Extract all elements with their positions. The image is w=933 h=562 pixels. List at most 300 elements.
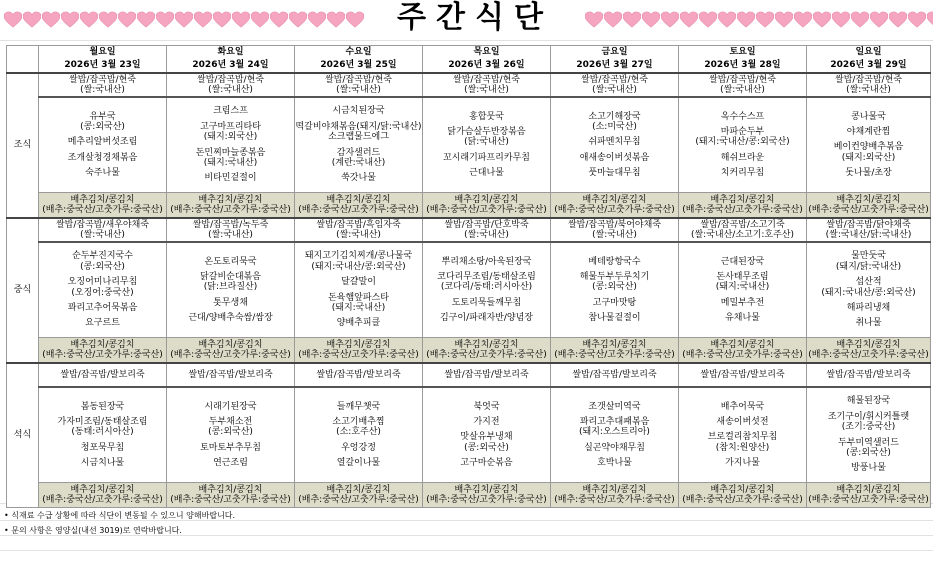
base-line: (쌀:국내산): [80, 85, 125, 95]
dish-line: 봄동된장국: [80, 401, 125, 412]
base-cell: [39, 363, 167, 387]
dish-line: 돈민찌마늘종볶음: [195, 147, 266, 158]
dish: [295, 173, 422, 183]
dish: [807, 463, 930, 473]
dish: [39, 251, 166, 272]
heart-icon: [927, 6, 933, 32]
dish: [39, 112, 166, 133]
base-cell: [551, 73, 679, 97]
dish-line: 도토리묵들깨무침: [451, 297, 522, 308]
kimchi-line: 배추김치/콩김치: [70, 485, 135, 495]
base-line: 쌀밥/잡곡밥/발보리죽: [444, 370, 529, 380]
dish: [39, 458, 166, 468]
heart-icon: [156, 6, 174, 32]
dish-line: (참치:원양산): [715, 442, 770, 453]
kimchi-line: (배추:중국산/고춧가루:중국산): [808, 350, 929, 360]
kimchi-line: (배추:중국산/고춧가루:중국산): [808, 205, 929, 215]
dish: [807, 318, 930, 328]
base-cell: [39, 73, 167, 97]
dish: [423, 112, 550, 122]
dish-line: (소:미국산): [592, 121, 637, 132]
heart-icon: [604, 6, 622, 32]
dish-line: 브로컬리참치무침: [707, 432, 778, 443]
dish: [295, 443, 422, 453]
kimchi-line: 배추김치/콩김치: [710, 340, 775, 350]
dish: [295, 148, 422, 169]
dish: [295, 277, 422, 287]
kimchi-line: 배추김치/콩김치: [836, 340, 901, 350]
dish: [167, 298, 294, 308]
dish-line: 양배추피클: [336, 318, 381, 329]
kimchi-line: (배추:중국산/고춧가루:중국산): [42, 205, 163, 215]
header-row-day: [7, 46, 931, 60]
dish-line: 돈육햄앞파스타: [328, 292, 389, 303]
kimchi-cell: [679, 483, 807, 508]
meal-kimchi-row: [7, 483, 931, 508]
base-cell: [167, 218, 295, 242]
dish-line: 꽈리고추어묵볶음: [67, 302, 138, 313]
dish: [551, 458, 678, 468]
kimchi-line: (배추:중국산/고춧가루:중국산): [170, 495, 291, 505]
kimchi-line: 배추김치/콩김치: [710, 195, 775, 205]
dish: [551, 168, 678, 178]
dish: [807, 251, 930, 272]
heart-icon: [775, 6, 793, 32]
base-cell: [295, 73, 423, 97]
heart-icon: [889, 6, 907, 32]
base-line: 쌀밥/잡곡밥/현죽: [325, 75, 392, 85]
dish-line: 뿌리채소탕/아욱된장국: [441, 256, 532, 267]
dish: [679, 272, 806, 293]
dish-line: 두부채소전: [208, 416, 253, 427]
dish-line: 김구이/파래자반/양념장: [439, 313, 533, 324]
heart-icon: [213, 6, 231, 32]
base-line: 쌀밥/잡곡밥/녹두죽: [192, 220, 269, 230]
dish: [679, 432, 806, 453]
kimchi-cell: [167, 338, 295, 364]
dish: [679, 417, 806, 427]
dish-line: 근대/양배추숙쌈/쌈장: [188, 313, 273, 324]
kimchi-cell: [807, 193, 931, 219]
meal-kimchi-row: [7, 193, 931, 219]
dish: [295, 122, 422, 143]
kimchi-cell: [295, 483, 423, 508]
kimchi-line: 배추김치/콩김치: [710, 485, 775, 495]
meal-dishes-row: [7, 97, 931, 193]
dish: [295, 318, 422, 328]
base-cell: [423, 73, 551, 97]
dish: [807, 412, 930, 433]
heart-icon: [175, 6, 193, 32]
dish-line: 참나물겉절이: [588, 313, 641, 324]
base-cell: [423, 218, 551, 242]
dish-line: 가지나물: [725, 458, 760, 469]
dish: [295, 106, 422, 116]
dish: [679, 402, 806, 412]
base-line: (쌀:국내산): [464, 230, 509, 240]
day-date: 2026년 3월 26일: [423, 59, 551, 73]
dish-line: 소크랩물드에그: [328, 132, 389, 143]
kimchi-line: 배추김치/콩김치: [198, 195, 263, 205]
dish-line: 오징어미나리무침: [67, 277, 138, 288]
dishes-cell: [39, 97, 167, 193]
dish-line: 홍합뭇국: [469, 111, 504, 122]
dish-line: 톳무생채: [213, 297, 248, 308]
day-name: 화요일: [167, 46, 295, 60]
dish: [551, 402, 678, 412]
kimchi-line: 배추김치/콩김치: [582, 485, 647, 495]
dish: [679, 168, 806, 178]
heart-icon: [232, 6, 250, 32]
dish-line: (콩:외국산): [592, 282, 637, 293]
base-line: 쌀밥/잡곡밥/현죽: [69, 75, 136, 85]
dish-line: 근대된장국: [720, 256, 765, 267]
meal-base-row: [7, 363, 931, 387]
dish-line: 풋마늘대무침: [588, 168, 641, 179]
dish: [167, 443, 294, 453]
kimchi-cell: [679, 338, 807, 364]
dish-line: 야채계란찜: [846, 126, 891, 137]
base-cell: [551, 218, 679, 242]
dish: [295, 293, 422, 314]
dish: [295, 458, 422, 468]
dish: [39, 137, 166, 147]
dish-line: 꽈리고추대패볶음: [579, 416, 650, 427]
dish: [423, 127, 550, 148]
kimchi-cell: [39, 338, 167, 364]
dish: [167, 122, 294, 143]
heart-icon: [4, 6, 22, 32]
dish-line: 요구르트: [85, 318, 120, 329]
base-cell: [807, 73, 931, 97]
kimchi-cell: [167, 193, 295, 219]
dish: [295, 417, 422, 438]
kimchi-cell: [295, 193, 423, 219]
dish-line: 시금치된장국: [332, 106, 385, 117]
weekly-menu-table: [6, 45, 931, 508]
kimchi-line: 배추김치/콩김치: [198, 340, 263, 350]
base-line: (쌀:국내산): [336, 230, 381, 240]
kimchi-line: (배추:중국산/고춧가루:중국산): [808, 495, 929, 505]
dish-line: 메추리알버섯조림: [67, 137, 138, 148]
dish: [679, 257, 806, 267]
base-line: (쌀:국내산): [846, 85, 891, 95]
dish-line: (소:호주산): [336, 427, 381, 438]
base-cell: [807, 363, 931, 387]
dish-line: (동태:러시아산): [71, 427, 134, 438]
dish: [423, 257, 550, 267]
kimchi-line: 배추김치/콩김치: [454, 195, 519, 205]
dish-line: (돼지:국내산/콩:외국산): [311, 261, 406, 272]
dish-line: 해물두부두루치기: [579, 271, 650, 282]
dish-line: 베이컨양배추볶음: [833, 142, 904, 153]
dish-line: (돼지:외국산): [203, 132, 258, 143]
day-name: 금요일: [551, 46, 679, 60]
kimchi-cell: [551, 483, 679, 508]
kimchi-line: (배추:중국산/고춧가루:중국산): [170, 350, 291, 360]
dish-line: 유부국: [89, 111, 116, 122]
base-line: 쌀밥/잡곡밥/발보리죽: [316, 370, 401, 380]
dish: [679, 153, 806, 163]
dish-line: 배추어묵국: [720, 401, 765, 412]
dishes-cell: [295, 242, 423, 338]
kimchi-line: (배추:중국산/고춧가루:중국산): [42, 495, 163, 505]
heart-decoration-right: [585, 6, 933, 32]
meal-label: 중식: [7, 218, 39, 363]
day-name: 목요일: [423, 46, 551, 60]
heart-icon: [251, 6, 269, 32]
dish-line: 취나물: [855, 318, 882, 329]
base-line: 쌀밥/잡곡밥/발보리죽: [700, 370, 785, 380]
dish-line: 가지전: [473, 416, 500, 427]
meal-dishes-row: [7, 387, 931, 483]
dish-line: 우엉강정: [341, 442, 376, 453]
kimchi-cell: [423, 193, 551, 219]
kimchi-line: (배추:중국산/고춧가루:중국산): [682, 205, 803, 215]
base-line: 쌀밥/잡곡밥/발보리죽: [188, 370, 273, 380]
dish-line: 해물된장국: [846, 396, 891, 407]
dish: [807, 396, 930, 406]
kimchi-line: (배추:중국산/고춧가루:중국산): [298, 350, 419, 360]
dish-line: (코다리/동태:러시아산): [440, 282, 533, 293]
dish-line: 열갈이나물: [336, 458, 381, 469]
kimchi-line: (배추:중국산/고춧가루:중국산): [42, 350, 163, 360]
dish-line: 메밀부추전: [720, 297, 765, 308]
dish-line: 새송이버섯전: [716, 416, 769, 427]
dish-line: (콩:외국산): [464, 442, 509, 453]
dish: [551, 137, 678, 147]
base-line: 쌀밥/잡곡밥/현죽: [709, 75, 776, 85]
dish-line: 쑥갓나물: [341, 173, 376, 184]
dish: [167, 257, 294, 267]
meal-label: 석식: [7, 363, 39, 508]
dish-line: 고구마순볶음: [460, 458, 513, 469]
kimchi-line: 배추김치/콩김치: [836, 485, 901, 495]
dish-line: 두부미역샐러드: [838, 437, 899, 448]
dish: [423, 458, 550, 468]
kimchi-line: 배추김치/콩김치: [326, 195, 391, 205]
dish-line: 물만둣국: [851, 251, 886, 262]
dishes-cell: [167, 242, 295, 338]
meal-label: 조식: [7, 73, 39, 218]
base-cell: [679, 218, 807, 242]
kimchi-line: (배추:중국산/고춧가루:중국산): [426, 350, 547, 360]
day-date: 2026년 3월 28일: [679, 59, 807, 73]
dish: [39, 417, 166, 438]
dish-line: (돼지:국내산): [331, 302, 386, 313]
kimchi-cell: [551, 338, 679, 364]
day-name: 월요일: [39, 46, 167, 60]
dish: [167, 313, 294, 323]
day-name: 수요일: [295, 46, 423, 60]
dish: [551, 112, 678, 133]
heart-icon: [346, 6, 364, 32]
base-line: 쌀밥/잡곡밥/현죽: [197, 75, 264, 85]
heart-decoration-left: [4, 6, 364, 32]
dish-line: 감자샐러드: [336, 147, 381, 158]
dish: [551, 443, 678, 453]
kimchi-cell: [39, 193, 167, 219]
dish-line: 돈사태무조림: [716, 271, 769, 282]
heart-icon: [23, 6, 41, 32]
kimchi-line: 배추김치/콩김치: [582, 340, 647, 350]
dish: [679, 458, 806, 468]
meal-base-row: [7, 73, 931, 97]
heart-icon: [661, 6, 679, 32]
dish: [39, 443, 166, 453]
kimchi-line: 배추김치/콩김치: [326, 340, 391, 350]
dish-line: 크림스프: [213, 106, 248, 117]
kimchi-cell: [423, 483, 551, 508]
heart-icon: [870, 6, 888, 32]
base-line: 쌀밥/잡곡밥/현죽: [581, 75, 648, 85]
kimchi-line: (배추:중국산/고춧가루:중국산): [170, 205, 291, 215]
base-line: 쌀밥/잡곡밥/흑임자죽: [316, 220, 401, 230]
meal-dishes-row: [7, 242, 931, 338]
dishes-cell: [807, 387, 931, 483]
dish: [423, 313, 550, 323]
dish: [807, 168, 930, 178]
dish: [423, 402, 550, 412]
kimchi-cell: [551, 193, 679, 219]
dishes-cell: [423, 97, 551, 193]
dish: [39, 318, 166, 328]
dish: [679, 313, 806, 323]
dish-line: 들깨무챗국: [336, 401, 381, 412]
dish-line: 돼지고기김치찌개/콩나물국: [304, 251, 413, 262]
dish-line: 유채나물: [725, 313, 760, 324]
heart-icon: [851, 6, 869, 32]
dish: [39, 402, 166, 412]
base-line: 쌀밥/잡곡밥/소고기죽: [700, 220, 785, 230]
dish: [807, 142, 930, 163]
dish-line: (콩:외국산): [80, 121, 125, 132]
kimchi-line: 배추김치/콩김치: [326, 485, 391, 495]
base-line: 쌀밥/잡곡밥/발보리죽: [826, 370, 911, 380]
dish-line: (조기:중국산): [841, 422, 896, 433]
dish-line: (콩:외국산): [208, 427, 253, 438]
dish: [423, 298, 550, 308]
sheet-gridline: [0, 550, 933, 551]
dish-line: (콩:외국산): [846, 447, 891, 458]
dish: [423, 153, 550, 163]
dish-line: 숙주나물: [85, 168, 120, 179]
dish-line: 비타민겉절이: [204, 173, 257, 184]
dish-line: (돼지:국내산/콩:외국산): [695, 137, 790, 148]
dish-line: 조개살청경채볶음: [67, 152, 138, 163]
page-title: 주간식단: [397, 0, 553, 35]
dish-line: 꼬시래기파프리카무침: [443, 152, 530, 163]
dish-line: (닭:국내산): [464, 137, 509, 148]
dishes-cell: [423, 387, 551, 483]
heart-icon: [80, 6, 98, 32]
dishes-cell: [295, 387, 423, 483]
dish-line: 고구마프리타타: [200, 121, 261, 132]
dish-line: 고구마맛탕: [592, 297, 637, 308]
dishes-cell: [807, 242, 931, 338]
dish: [551, 272, 678, 293]
dish-line: (돼지:국내산/콩:외국산): [821, 287, 916, 298]
dish-line: 연근조림: [213, 458, 248, 469]
dishes-cell: [39, 242, 167, 338]
heart-icon: [99, 6, 117, 32]
base-line: (쌀:국내산/닭:국내산): [825, 230, 912, 240]
base-line: (쌀:국내산): [464, 85, 509, 95]
kimchi-line: 배추김치/콩김치: [836, 195, 901, 205]
kimchi-line: (배추:중국산/고춧가루:중국산): [298, 205, 419, 215]
day-date: 2026년 3월 24일: [167, 59, 295, 73]
dish-line: 소고기배추찜: [332, 416, 385, 427]
base-line: 쌀밥/잡곡밥/닭야채죽: [826, 220, 911, 230]
day-date: 2026년 3월 25일: [295, 59, 423, 73]
kimchi-line: (배추:중국산/고춧가루:중국산): [298, 495, 419, 505]
heart-icon: [756, 6, 774, 32]
dish: [39, 153, 166, 163]
day-name: 일요일: [807, 46, 931, 60]
dish: [167, 173, 294, 183]
dish: [39, 277, 166, 298]
dish-line: 섭산적: [855, 277, 882, 288]
dish-line: 해파리냉채: [846, 302, 891, 313]
base-line: 쌀밥/잡곡밥/발보리죽: [572, 370, 657, 380]
kimchi-line: (배추:중국산/고춧가루:중국산): [682, 350, 803, 360]
base-line: (쌀:국내산): [592, 230, 637, 240]
heart-icon: [61, 6, 79, 32]
base-line: (쌀:국내산): [592, 85, 637, 95]
kimchi-line: (배추:중국산/고춧가루:중국산): [426, 205, 547, 215]
heart-icon: [42, 6, 60, 32]
notes: [4, 508, 235, 538]
heart-icon: [718, 6, 736, 32]
dish-line: (오징어:중국산): [71, 287, 134, 298]
dish: [423, 168, 550, 178]
dishes-cell: [39, 387, 167, 483]
dish: [807, 127, 930, 137]
heart-icon: [737, 6, 755, 32]
kimchi-line: (배추:중국산/고춧가루:중국산): [554, 205, 675, 215]
dishes-cell: [423, 242, 551, 338]
title-row: [0, 0, 933, 38]
kimchi-line: (배추:중국산/고춧가루:중국산): [554, 495, 675, 505]
dish: [39, 303, 166, 313]
base-cell: [295, 218, 423, 242]
dish: [679, 298, 806, 308]
dish-line: 소고기해장국: [588, 111, 641, 122]
meal-base-row: [7, 218, 931, 242]
dish: [167, 458, 294, 468]
kimchi-line: (배추:중국산/고춧가루:중국산): [426, 495, 547, 505]
dish: [295, 251, 422, 272]
dish: [167, 417, 294, 438]
dish-line: 쉬파멘치무침: [588, 137, 641, 148]
dish-line: (돼지:오스트리아): [579, 427, 650, 438]
dish: [807, 303, 930, 313]
base-cell: [807, 218, 931, 242]
dish: [679, 112, 806, 122]
note-line: • 문의 사항은 영양실(내선 3019)로 연락바랍니다.: [4, 526, 182, 535]
base-cell: [167, 73, 295, 97]
dishes-cell: [551, 97, 679, 193]
heart-icon: [289, 6, 307, 32]
dish-line: 온도토리묵국: [204, 256, 257, 267]
base-cell: [679, 73, 807, 97]
base-line: 쌀밥/잡곡밥/발보리죽: [60, 370, 145, 380]
kimchi-cell: [295, 338, 423, 364]
kimchi-cell: [423, 338, 551, 364]
base-line: (쌀:국내산): [208, 230, 253, 240]
dish-line: 닭갈비순대볶음: [200, 271, 261, 282]
day-date: 2026년 3월 29일: [807, 59, 931, 73]
